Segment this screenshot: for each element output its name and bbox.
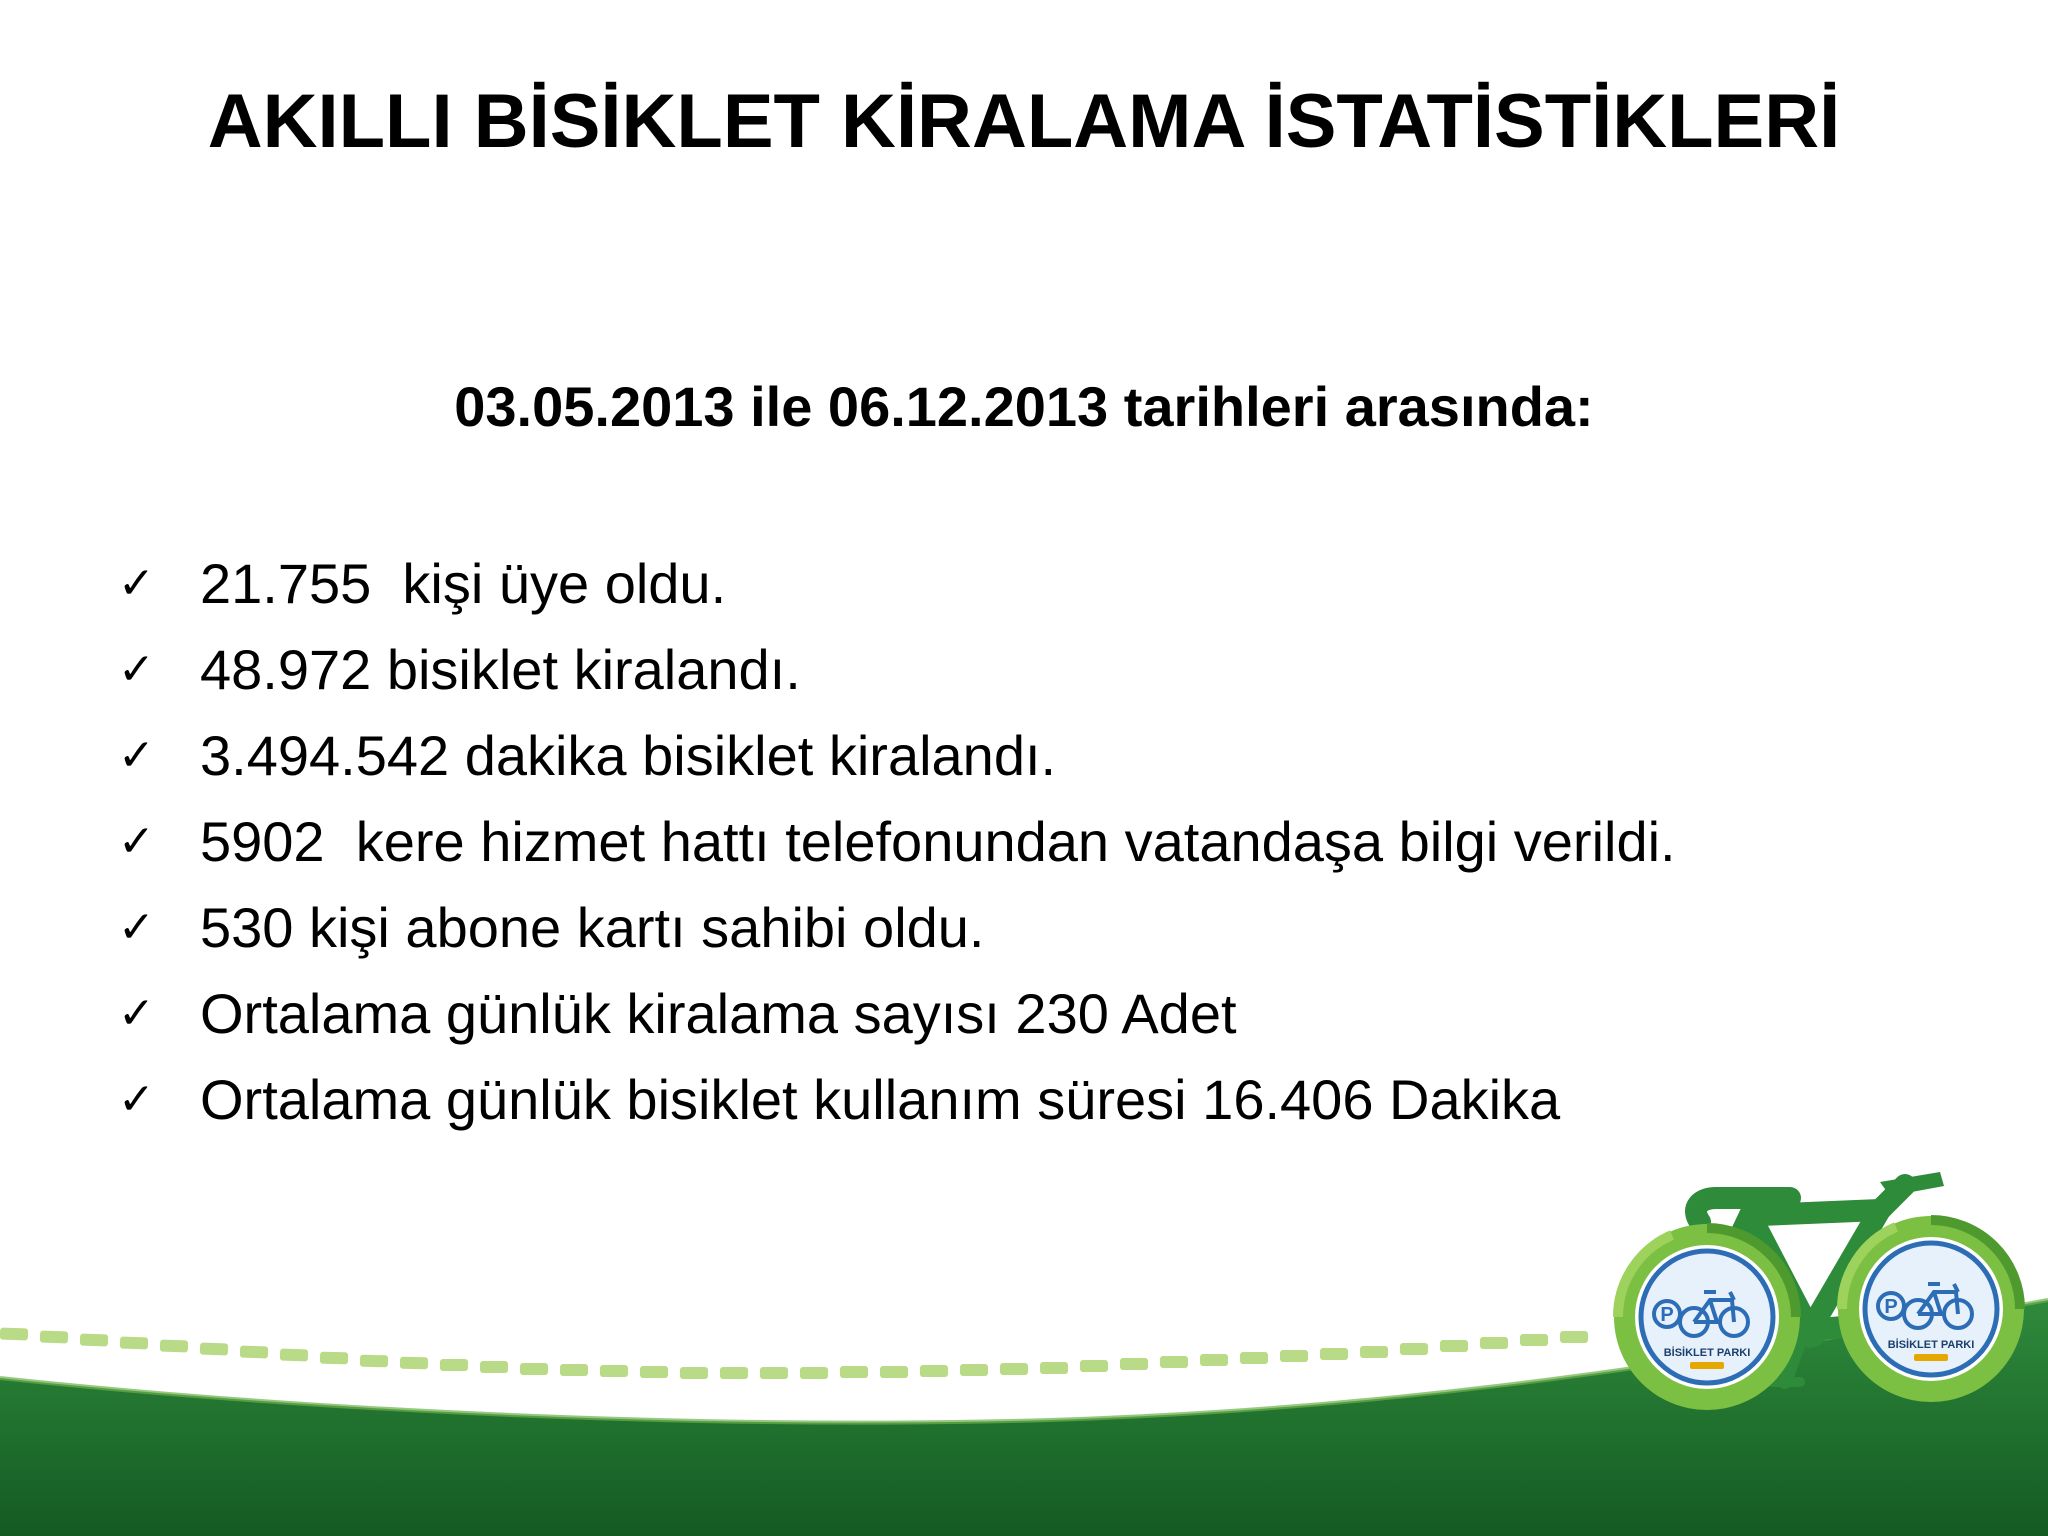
list-item-text: 48.972 bisiklet kiralandı. <box>200 637 801 701</box>
logo-label: BİSİKLET PARKI <box>1663 1347 1751 1359</box>
list-item-text: 530 kişi abone kartı sahibi oldu. <box>200 895 985 959</box>
statistics-list <box>118 540 1938 1142</box>
check-mark-icon: ✓ <box>118 987 155 1039</box>
list-item-text: Ortalama günlük kiralama sayısı 230 Adet <box>200 981 1237 1045</box>
list-item <box>118 970 1938 1056</box>
list-item-text: 21.755 kişi üye oldu. <box>200 551 727 615</box>
list-item-text: Ortalama günlük bisiklet kullanım süresi 16.406 Dakika <box>200 1067 1561 1131</box>
list-item-text: 5902 kere hizmet hattı telefonundan vatandaşa bilgi verildi. <box>200 809 1676 873</box>
check-mark-icon: ✓ <box>118 643 155 695</box>
check-mark-icon: ✓ <box>118 729 155 781</box>
dashed-stripe <box>0 1328 1588 1379</box>
list-item <box>118 626 1938 712</box>
logo-label: BİSİKLET PARKI <box>1887 1339 1975 1351</box>
check-mark-icon: ✓ <box>118 815 155 867</box>
list-item <box>118 1056 1938 1142</box>
list-item <box>118 540 1938 626</box>
slide-title: AKILLI BİSİKLET KİRALAMA İSTATİSTİKLERİ <box>207 79 1841 164</box>
check-mark-icon: ✓ <box>118 1073 155 1125</box>
check-mark-icon: ✓ <box>118 557 155 609</box>
list-item <box>118 712 1938 798</box>
bisiklet-parki-logo <box>1612 1222 1802 1412</box>
svg-text:P: P <box>1884 1296 1898 1318</box>
bisiklet-parki-logo <box>1836 1214 2026 1404</box>
list-item <box>118 884 1938 970</box>
list-item-text: 3.494.542 dakika bisiklet kiralandı. <box>200 723 1057 787</box>
slide-subtitle: 03.05.2013 ile 06.12.2013 tarihleri arasında: <box>454 375 1594 438</box>
list-item <box>118 798 1938 884</box>
svg-text:P: P <box>1660 1304 1674 1326</box>
check-mark-icon: ✓ <box>118 901 155 953</box>
